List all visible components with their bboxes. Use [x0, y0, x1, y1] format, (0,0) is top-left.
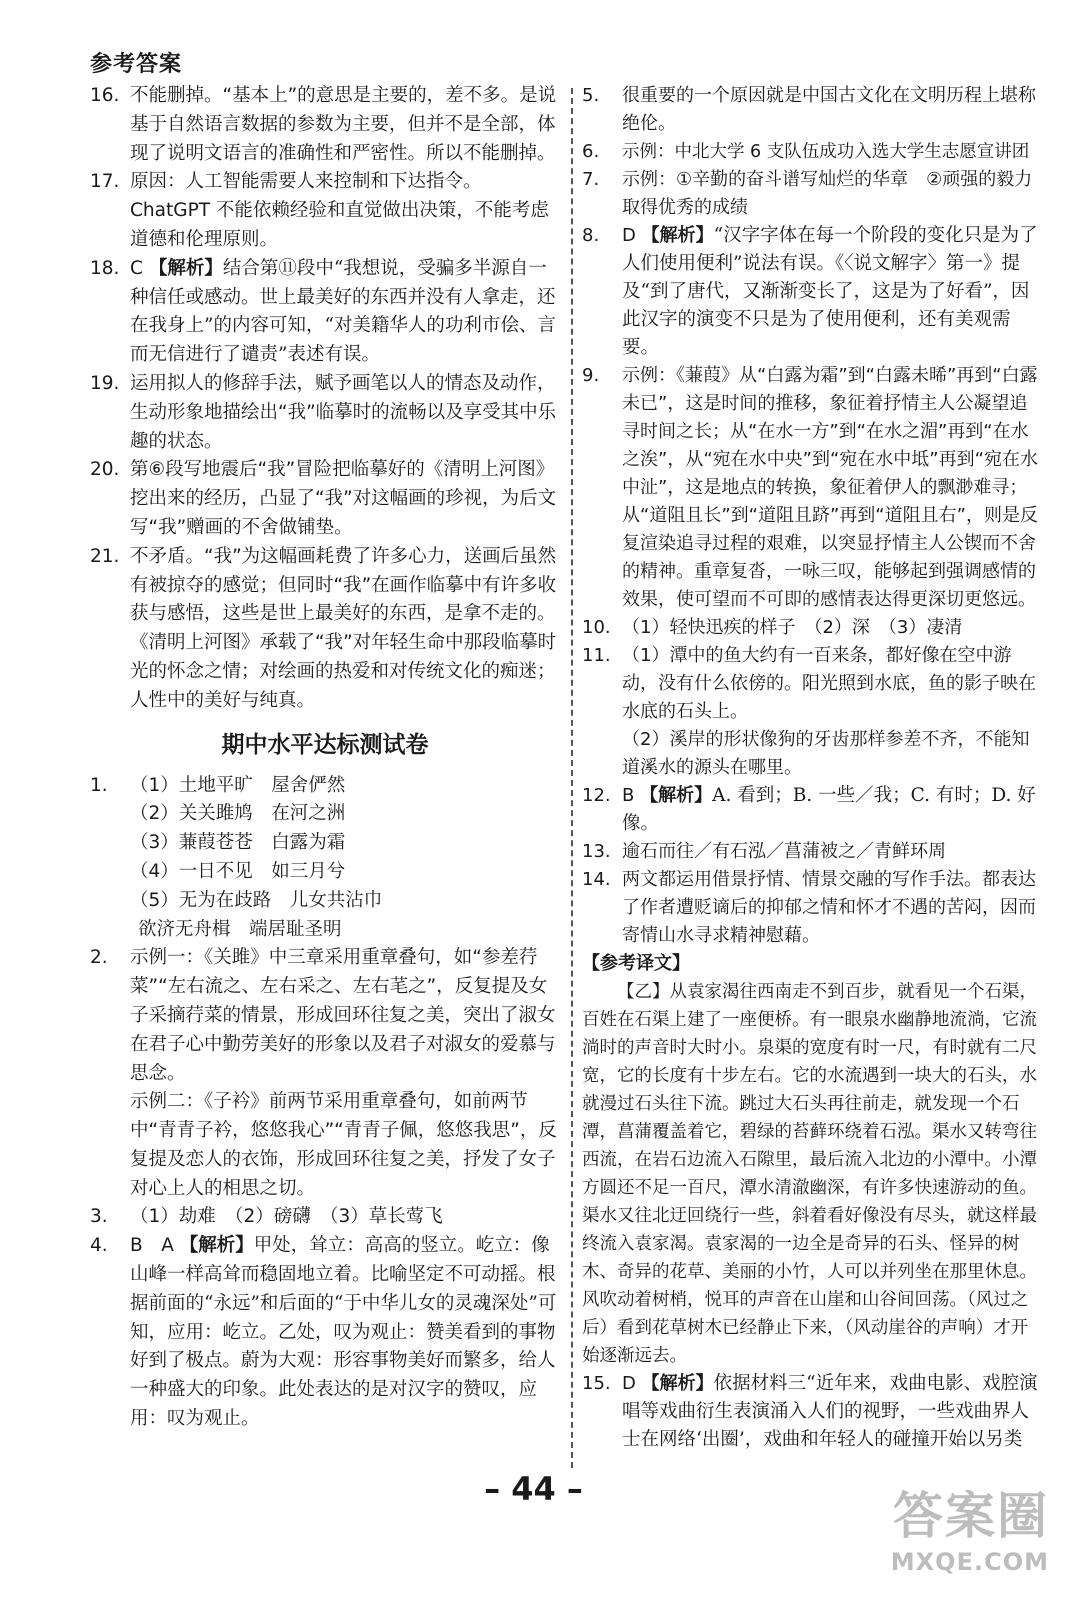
answer-6 [582, 138, 1044, 166]
left-column [90, 82, 560, 1434]
answer-number: 19. [90, 372, 120, 394]
answer-number: 1. [90, 774, 108, 796]
answer-text: 不能删掉。“基本上”的意思是主要的，差不多。是说基于自然语言数据的参数为主要，但并不是全部，体现了说明文语言的准确性和严密性。所以不能删掉。 [130, 85, 557, 164]
answer-2 [90, 944, 560, 1203]
answer-5 [582, 82, 1044, 138]
answer-text: 示例：①辛勤的奋斗谱写灿烂的华章 ②顽强的毅力取得优秀的成绩 [622, 169, 1033, 218]
answer-number: 2. [90, 947, 108, 969]
answer-number: 16. [90, 85, 120, 106]
reference-translation-heading: 【参考译文】 [582, 953, 690, 974]
analysis-label: 【解析】 [641, 225, 714, 246]
answer-7 [582, 166, 1044, 222]
reference-translation: 【乙】从袁家渴往西南走不到百步，就看见一个石渠，百姓在石渠上建了一座便桥。有一眼泉水幽静地流淌，它流淌时的声音时大时小。泉渠的宽度有时一尺，有时就有二尺宽，它的长度有十步左右。它的水流遇到一块大的石头，水就漫过石头往下流。跳过大石头再往前走，就发现一个石潭，菖蒲覆盖着它，碧绿的苔藓环绕着石泓。渠水又转弯往西流，在岩石边流入石隙里，最后流入北边的小潭中。小潭方圆还不足一百尺，潭水清澈幽深，有许多快速游动的鱼。渠水又往北迂回绕行一些，斜着看好像没有尽头，就这样最终流入袁家渴。袁家渴的一边全是奇异的石头、怪异的树木、奇异的花草、美丽的小竹，人可以并列坐在那里休息。风吹动着树梢，悦耳的声音在山崖和山谷间回荡。（风过之后）看到花草树木已经静止下来，（风动崖谷的声响）才开始逐渐远去。 [582, 982, 1037, 1366]
section-title: 期中水平达标测试卷 [221, 731, 429, 758]
answer-line: （4）一日不见 如三月兮 [130, 860, 346, 882]
answer-number: 15. [582, 1373, 611, 1394]
answer-line: （3）蒹葭苍苍 白露为霜 [130, 832, 346, 854]
answer-text: 原因：人工智能需要人来控制和下达指令。ChatGPT 不能依赖经验和直觉做出决策，不能考虑道德和伦理原则。 [130, 171, 549, 250]
answer-part-2: （2）溪岸的形状像狗的牙齿那样参差不齐，不能知道溪水的源头在哪里。 [622, 729, 1030, 778]
answer-13 [582, 838, 1044, 866]
answer-number: 12. [582, 785, 611, 806]
answer-choice: D [622, 225, 636, 246]
answer-text: “汉字字体在每一个阶段的变化只是为了人们使用便利”说法有误。《〈说文解字〉第一》提及“到了唐代，又渐渐变长了，这是为了好看”，因此汉字的演变不只是为了使用便利，还有美观需要。 [622, 225, 1038, 358]
answer-10 [582, 614, 1044, 642]
answer-text: 运用拟人的修辞手法，赋予画笔以人的情态及动作，生动形象地描绘出“我”临摹时的流畅以及享受其中乐趣的状态。 [130, 372, 557, 452]
answer-line: 欲济无舟楫 端居耻圣明 [138, 918, 342, 940]
answer-number: 13. [582, 841, 611, 862]
analysis-label: 【解析】 [148, 257, 223, 279]
answer-text: 两文都运用借景抒情、情景交融的写作手法。都表达了作者遭贬谪后的抑郁之情和怀才不遇的苦闷，因而寄情山水寻求精神慰藉。 [622, 869, 1036, 946]
answer-number: 18. [90, 257, 120, 279]
answer-number: 14. [582, 869, 611, 890]
answer-number: 9. [582, 365, 600, 386]
answer-4 [90, 1232, 560, 1434]
answer-number: 11. [582, 645, 611, 666]
answer-number: 21. [90, 545, 120, 567]
answer-text: 依据材料三“近年来，戏曲电影、戏腔演唱等戏曲衍生表演涌入人们的视野，一些戏曲界人士在网络‘出圈’，戏曲和年轻人的碰撞开始以另类 [622, 1373, 1038, 1450]
answer-number: 17. [90, 171, 120, 193]
answer-number: 20. [90, 459, 120, 481]
answer-text: A. 看到；B. 一些／我；C. 有时；D. 好像。 [622, 785, 1036, 834]
answer-choice: C [130, 257, 143, 279]
example-two: 示例二：《子衿》前两节采用重章叠句，如前两节中“青青子衿，悠悠我心”“青青子佩，悠悠我思”，反复提及恋人的衣饰，形成回环往复之美，抒发了女子对心上人的相思之切。 [130, 1091, 557, 1199]
answer-number: 7. [582, 169, 600, 190]
analysis-label: 【解析】 [179, 1235, 254, 1257]
answer-choice: B [622, 785, 635, 806]
answer-line: （2）关关雎鸠 在河之洲 [130, 803, 346, 825]
page-number: – 44 – [484, 1470, 583, 1508]
answer-text: 不矛盾。“我”为这幅画耗费了许多心力，送画后虽然有被掠夺的感觉；但同时“我”在画作临摹中有许多收获与感悟，这些是世上最美好的东西，是拿不走的。《清明上河图》承载了“我”对年轻生命中那段临摹时光的怀念之情；对绘画的热爱和对传统文化的痴迷；人性中的美好与纯真。 [130, 545, 557, 711]
answer-21 [90, 543, 560, 716]
answer-text: 很重要的一个原因就是中国古文化在文明历程上堪称绝伦。 [622, 85, 1036, 134]
answer-16 [90, 82, 560, 168]
answer-text: 第⑥段写地震后“我”冒险把临摹好的《清明上河图》挖出来的经历，凸显了“我”对这幅画的珍视，为后文写“我”赠画的不舍做铺垫。 [130, 459, 557, 538]
answer-17 [90, 168, 560, 254]
answer-text: 逾石而往／有石泓／菖蒲被之／青鲜环周 [622, 841, 946, 862]
watermark-logo [891, 1476, 1049, 1576]
answer-11 [582, 642, 1044, 782]
answer-number: 4. [90, 1235, 108, 1257]
analysis-label: 【解析】 [640, 785, 713, 806]
watermark-text: 答案圈 [893, 1487, 1049, 1545]
answer-8 [582, 222, 1044, 362]
answer-1 [90, 772, 560, 945]
answer-text: 结合第⑪段中“我想说，受骗多半源自一种信任或感动。世上最美好的东西并没有人拿走，还在我身上”的内容可知，“对美籍华人的功利市侩、言而无信进行了谴责”表述有误。 [130, 257, 556, 366]
answer-text: （1）轻快迅疾的样子 （2）深 （3）凄清 [622, 617, 963, 638]
answer-part-1: （1）潭中的鱼大约有一百来条，都好像在空中游动，没有什么依傍的。阳光照到水底，鱼的影子映在水底的石头上。 [622, 645, 1036, 722]
answer-number: 10. [582, 617, 611, 638]
right-column [582, 82, 1044, 1454]
column-divider [571, 88, 573, 1468]
answer-text: 示例：中北大学 6 支队伍成功入选大学生志愿宣讲团 [622, 142, 1030, 162]
answer-line: （5）无为在歧路 儿女共沾巾 [130, 889, 383, 911]
answer-text: （1）劫难 （2）磅礴 （3）草长莺飞 [130, 1206, 443, 1228]
answer-18 [90, 255, 560, 370]
watermark-url: MXQE.COM [890, 1548, 1049, 1576]
answer-number: 5. [582, 85, 600, 106]
analysis-label: 【解析】 [641, 1373, 714, 1394]
answer-20 [90, 456, 560, 542]
page-header: 参考答案 [90, 52, 183, 77]
answer-number: 6. [582, 141, 600, 162]
answer-19 [90, 370, 560, 456]
answer-number: 8. [582, 225, 600, 246]
example-one: 示例一：《关雎》中三章采用重章叠句，如“参差荇菜”“左右流之、左右采之、左右芼之”，反复提及女子采摘荇菜的情景，形成回环往复之美，突出了淑女在君子心中勤劳美好的形象以及君子对淑女的爱慕与思念。 [130, 947, 556, 1084]
answer-15 [582, 1370, 1044, 1454]
answer-12 [582, 782, 1044, 838]
answer-14 [582, 866, 1044, 950]
answer-text: 示例：《蒹葭》从“白露为霜”到“白露未晞”再到“白露未已”，这是时间的推移，象征着抒情主人公凝望追寻时间之长；从“在水一方”到“在水之湄”再到“在水之涘”，从“宛在水中央”到“宛在水中坻”再到“宛在水中沚”，这是地点的转换，象征着伊人的飘渺难寻；从“道阻且长”到“道阻且跻”再到“道阻且右”，则是反复渲染追寻过程的艰难，以突显抒情主人公锲而不舍的精神。重章复沓，一咏三叹，能够起到强调感情的效果，使可望而不可即的感情表达得更深切更悠远。 [622, 365, 1038, 610]
answer-line: （1）土地平旷 屋舍俨然 [130, 774, 346, 796]
answer-text: 甲处，耸立：高高的竖立。屹立：像山峰一样高耸而稳固地立着。比喻坚定不可动摇。根据前面的“永远”和后面的“于中华儿女的灵魂深处”可知，应用：屹立。乙处，叹为观止：赞美看到的事物好到了极点。蔚为大观：形容事物美好而繁多，给人一种盛大的印象。此处表达的是对汉字的赞叹，应用：叹为观止。 [130, 1235, 557, 1430]
answer-3 [90, 1203, 560, 1232]
answer-number: 3. [90, 1206, 108, 1228]
answer-choice: B A [130, 1235, 174, 1257]
answer-choice: D [622, 1373, 636, 1394]
answer-9 [582, 362, 1044, 614]
